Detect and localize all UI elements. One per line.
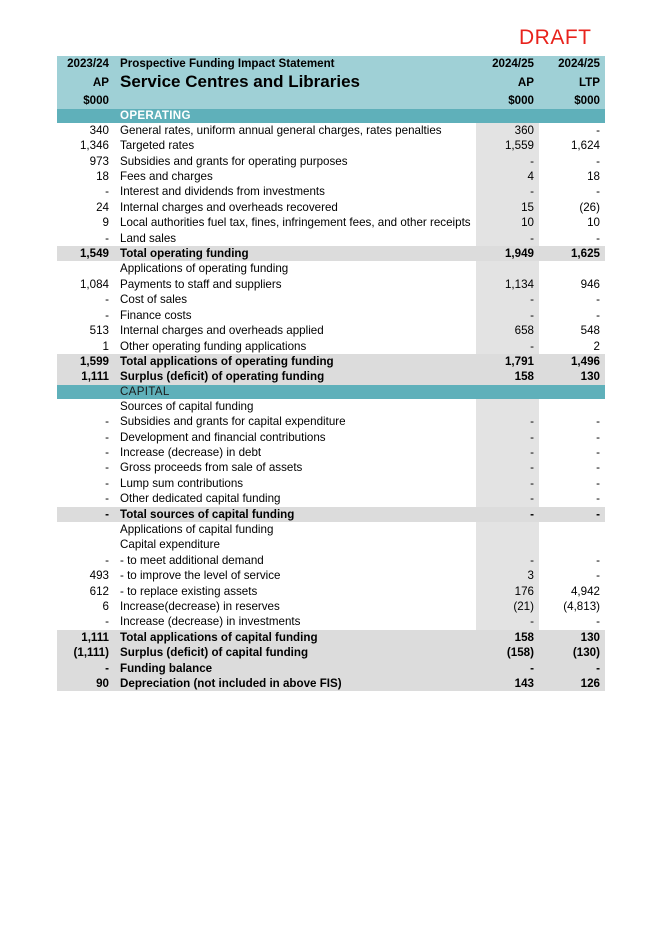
- prior-year-value: [57, 399, 114, 414]
- ltp-value: 1,625: [539, 246, 605, 261]
- col1-basis: AP: [57, 71, 114, 93]
- ltp-value: 946: [580, 277, 600, 291]
- current-ap-value: -: [476, 414, 539, 429]
- total-row: [57, 645, 605, 660]
- table-row: [57, 154, 605, 169]
- prior-year-value: 9: [102, 216, 109, 230]
- row-label: Funding balance: [114, 661, 476, 676]
- table-row: [57, 169, 605, 184]
- prior-year-value: 1,111: [57, 369, 114, 384]
- col4-unit: $000: [539, 93, 605, 108]
- current-ap-value: (21): [476, 599, 539, 614]
- row-label: Finance costs: [120, 308, 192, 322]
- current-ap-value: 176: [476, 584, 539, 599]
- prior-year-value: 1,549: [57, 246, 114, 261]
- ltp-value: -: [596, 476, 600, 490]
- row-label: Cost of sales: [120, 293, 188, 307]
- ltp-value: -: [596, 123, 600, 137]
- table-row: [57, 308, 605, 323]
- row-label: Surplus (deficit) of capital funding: [114, 645, 476, 660]
- row-label: Total applications of capital funding: [114, 630, 476, 645]
- current-ap-value: -: [476, 430, 539, 445]
- prior-year-value: [57, 537, 114, 552]
- prior-year-value: 1,346: [79, 139, 109, 153]
- draft-watermark: DRAFT: [519, 26, 592, 49]
- current-ap-value: 4: [476, 169, 539, 184]
- ltp-value: -: [596, 430, 600, 444]
- prior-year-value: 1,111: [57, 630, 114, 645]
- current-ap-value: -: [476, 292, 539, 307]
- total-row: [57, 246, 605, 261]
- current-ap-value: 360: [476, 123, 539, 138]
- row-label: Total operating funding: [114, 246, 476, 261]
- prior-year-value: 6: [102, 600, 109, 613]
- row-label: Increase (decrease) in debt: [120, 445, 262, 459]
- table-row: [57, 460, 605, 475]
- prior-year-value: -: [105, 293, 109, 307]
- current-ap-value: -: [476, 491, 539, 506]
- ltp-value: -: [539, 661, 605, 676]
- row-label: Payments to staff and suppliers: [120, 277, 282, 291]
- prior-year-value: -: [105, 476, 109, 490]
- row-label: Development and financial contributions: [120, 430, 326, 444]
- prior-year-value: -: [105, 308, 109, 322]
- current-ap-value: 10: [476, 215, 539, 230]
- ltp-value: 1,624: [570, 139, 600, 153]
- prior-year-value: -: [105, 461, 109, 475]
- prior-year-value: 1,599: [57, 354, 114, 369]
- prior-year-value: 493: [89, 569, 109, 583]
- total-row: [57, 676, 605, 691]
- table-row: [57, 215, 605, 230]
- ltp-value: -: [596, 615, 600, 629]
- col4-year: 2024/25: [539, 56, 605, 71]
- current-ap-value: -: [476, 476, 539, 491]
- ltp-value: 4,942: [570, 584, 600, 598]
- prior-year-value: -: [105, 415, 109, 429]
- table-row: [57, 231, 605, 246]
- row-label: General rates, uniform annual general charges, rates penalties: [120, 123, 442, 137]
- table-row: [57, 522, 605, 537]
- current-ap-value: 1,791: [476, 354, 539, 369]
- statement-title: Prospective Funding Impact Statement: [114, 56, 476, 71]
- col3-basis: AP: [476, 71, 539, 93]
- col1-year: 2023/24: [57, 56, 114, 71]
- prior-year-value: 1,084: [79, 277, 109, 291]
- current-ap-value: -: [476, 339, 539, 354]
- current-ap-value: -: [476, 154, 539, 169]
- section-label: CAPITAL: [114, 385, 476, 399]
- row-label: Total sources of capital funding: [114, 507, 476, 522]
- row-label: Internal charges and overheads recovered: [120, 200, 338, 214]
- ltp-value: 1,496: [539, 354, 605, 369]
- total-row: [57, 369, 605, 384]
- prior-year-value: 340: [89, 123, 109, 137]
- col3-year: 2024/25: [476, 56, 539, 71]
- col1-unit: $000: [57, 93, 114, 108]
- prior-year-value: [57, 261, 114, 276]
- row-label: Lump sum contributions: [120, 476, 244, 490]
- current-ap-value: -: [476, 507, 539, 522]
- ltp-value: -: [596, 185, 600, 199]
- ltp-value: -: [596, 308, 600, 322]
- table-row: [57, 200, 605, 215]
- ltp-value: 126: [539, 676, 605, 691]
- ltp-value: -: [596, 231, 600, 245]
- row-label: Other dedicated capital funding: [120, 492, 281, 506]
- row-label: Gross proceeds from sale of assets: [120, 461, 303, 475]
- ltp-value: [539, 399, 605, 414]
- table-row: [57, 184, 605, 199]
- prior-year-value: 973: [89, 154, 109, 168]
- prior-year-value: -: [105, 553, 109, 567]
- ltp-value: [539, 261, 605, 276]
- table-row: [57, 261, 605, 276]
- current-ap-value: 158: [476, 369, 539, 384]
- ltp-value: -: [596, 553, 600, 567]
- table-row: [57, 399, 605, 414]
- current-ap-value: -: [476, 460, 539, 475]
- row-label: Subsidies and grants for capital expenditure: [120, 415, 346, 429]
- table-row: [57, 614, 605, 629]
- current-ap-value: -: [476, 445, 539, 460]
- prior-year-value: 24: [96, 200, 109, 214]
- total-row: [57, 354, 605, 369]
- ltp-value: -: [539, 507, 605, 522]
- current-ap-value: 1,134: [476, 277, 539, 292]
- row-label: Capital expenditure: [120, 538, 220, 552]
- prior-year-value: -: [105, 231, 109, 245]
- ltp-value: -: [596, 461, 600, 475]
- row-label: Targeted rates: [120, 139, 195, 153]
- current-ap-value: 1,949: [476, 246, 539, 261]
- table-row: [57, 491, 605, 506]
- ltp-value: -: [596, 415, 600, 429]
- prior-year-value: -: [57, 661, 114, 676]
- table-row: [57, 138, 605, 153]
- ltp-value: -: [596, 569, 600, 583]
- prior-year-value: -: [105, 615, 109, 629]
- row-label: - to improve the level of service: [120, 569, 281, 583]
- ltp-value: 130: [539, 369, 605, 384]
- current-ap-value: -: [476, 184, 539, 199]
- table-row: [57, 537, 605, 552]
- prior-year-value: -: [57, 507, 114, 522]
- current-ap-value: -: [476, 614, 539, 629]
- current-ap-value: [476, 537, 539, 552]
- ltp-value: (130): [539, 645, 605, 660]
- prior-year-value: -: [105, 185, 109, 199]
- table-row: [57, 277, 605, 292]
- page-title: Service Centres and Libraries: [114, 71, 476, 93]
- current-ap-value: 158: [476, 630, 539, 645]
- table-row: [57, 584, 605, 599]
- total-row: [57, 661, 605, 676]
- header-row-3: [57, 93, 605, 108]
- current-ap-value: [476, 522, 539, 537]
- funding-impact-table: [57, 56, 605, 691]
- table-row: [57, 292, 605, 307]
- row-label: Interest and dividends from investments: [120, 185, 325, 199]
- table-row: [57, 123, 605, 138]
- header-row-1: [57, 56, 605, 71]
- header-row-2: [57, 71, 605, 93]
- prior-year-value: (1,111): [57, 645, 114, 660]
- ltp-value: 2: [593, 339, 600, 353]
- col4-basis: LTP: [539, 71, 605, 93]
- ltp-value: (4,813): [563, 600, 600, 613]
- row-label: Applications of capital funding: [120, 522, 274, 536]
- row-label: Subsidies and grants for operating purposes: [120, 154, 348, 168]
- row-label: Depreciation (not included in above FIS): [114, 676, 476, 691]
- prior-year-value: 612: [89, 584, 109, 598]
- row-label: Other operating funding applications: [120, 339, 307, 353]
- prior-year-value: -: [105, 492, 109, 506]
- table-body: [57, 109, 605, 692]
- row-label: Increase(decrease) in reserves: [120, 600, 280, 613]
- prior-year-value: [57, 522, 114, 537]
- table-row: [57, 568, 605, 583]
- row-label: Total applications of operating funding: [114, 354, 476, 369]
- prior-year-value: 513: [89, 324, 109, 338]
- section-header: [57, 109, 605, 123]
- table-row: [57, 323, 605, 338]
- current-ap-value: [476, 261, 539, 276]
- ltp-value: -: [596, 492, 600, 506]
- table-row: [57, 476, 605, 491]
- row-label: Increase (decrease) in investments: [120, 615, 301, 629]
- row-label: Fees and charges: [120, 170, 213, 184]
- ltp-value: 10: [587, 216, 600, 230]
- ltp-value: (26): [579, 200, 600, 214]
- ltp-value: [539, 537, 605, 552]
- row-label: Local authorities fuel tax, fines, infringement fees, and other receipts: [120, 216, 471, 230]
- table-row: [57, 430, 605, 445]
- prior-year-value: 90: [57, 676, 114, 691]
- prior-year-value: -: [105, 445, 109, 459]
- row-label: Applications of operating funding: [120, 262, 289, 276]
- current-ap-value: 1,559: [476, 138, 539, 153]
- prior-year-value: 1: [102, 339, 109, 353]
- current-ap-value: 658: [476, 323, 539, 338]
- ltp-value: 18: [587, 170, 600, 184]
- current-ap-value: (158): [476, 645, 539, 660]
- current-ap-value: -: [476, 308, 539, 323]
- table-row: [57, 553, 605, 568]
- current-ap-value: 3: [476, 568, 539, 583]
- ltp-value: -: [596, 445, 600, 459]
- ltp-value: [539, 522, 605, 537]
- current-ap-value: -: [476, 661, 539, 676]
- prior-year-value: 18: [96, 170, 109, 184]
- ltp-value: -: [596, 293, 600, 307]
- col3-unit: $000: [476, 93, 539, 108]
- row-label: - to meet additional demand: [120, 553, 264, 567]
- row-label: - to replace existing assets: [120, 584, 258, 598]
- row-label: Land sales: [120, 231, 177, 245]
- table-row: [57, 599, 605, 614]
- table-row: [57, 414, 605, 429]
- ltp-value: 548: [580, 324, 600, 338]
- ltp-value: -: [596, 154, 600, 168]
- ltp-value: 130: [539, 630, 605, 645]
- prior-year-value: -: [105, 430, 109, 444]
- row-label: Internal charges and overheads applied: [120, 324, 324, 338]
- current-ap-value: [476, 399, 539, 414]
- total-row: [57, 507, 605, 522]
- section-header: [57, 385, 605, 399]
- row-label: Surplus (deficit) of operating funding: [114, 369, 476, 384]
- table-row: [57, 445, 605, 460]
- total-row: [57, 630, 605, 645]
- current-ap-value: -: [476, 231, 539, 246]
- current-ap-value: 143: [476, 676, 539, 691]
- current-ap-value: -: [476, 553, 539, 568]
- row-label: Sources of capital funding: [120, 399, 254, 413]
- table-row: [57, 339, 605, 354]
- current-ap-value: 15: [476, 200, 539, 215]
- section-label: OPERATING: [114, 109, 476, 123]
